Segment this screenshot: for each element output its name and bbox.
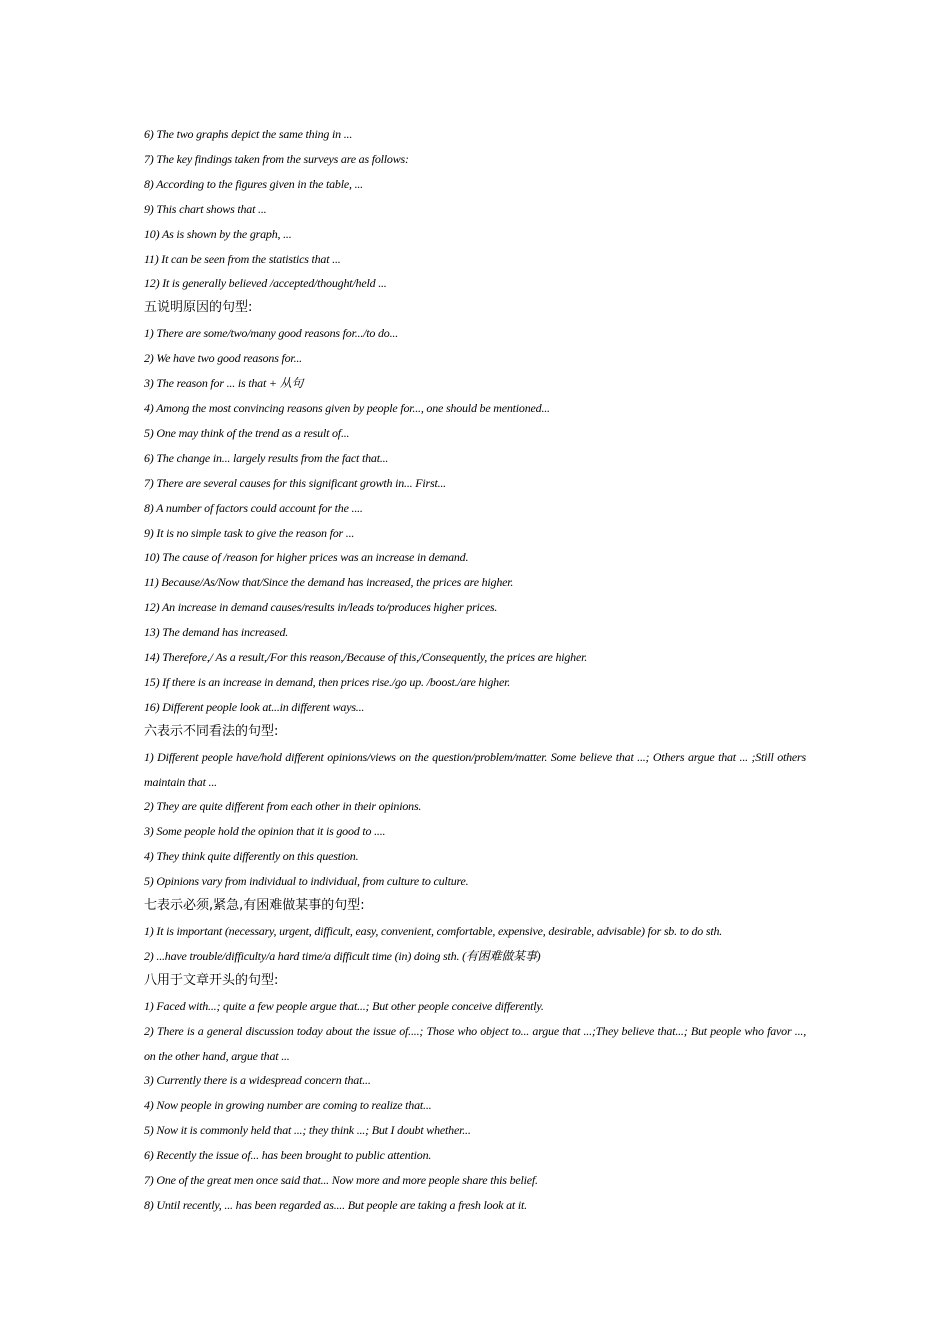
text-line: 4) Among the most convincing reasons given by people for..., one should be mentioned... — [144, 400, 550, 415]
text-line: 8) Until recently, ... has been regarded as.... But people are taking a fresh look at it. — [144, 1197, 527, 1212]
text-line: 7) There are several causes for this significant growth in... First... — [144, 475, 446, 490]
text-line: 3) Currently there is a widespread concern that... — [144, 1073, 371, 1088]
text-line: 9) This chart shows that ... — [144, 201, 267, 216]
text-line: 2) ...have trouble/difficulty/a hard time/a difficult time (in) doing sth. (有困难做某事) — [144, 948, 541, 963]
text-line: 12) It is generally believed /accepted/thought/held ... — [144, 276, 387, 291]
text-line: 2) We have two good reasons for... — [144, 351, 302, 366]
text-line: 8) A number of factors could account for the .... — [144, 500, 363, 515]
text-paragraph: 1) Different people have/hold different opinions/views on the question/problem/matter. Some believe that ...; Others argue that ... ;Still others maintain that ... — [144, 749, 806, 789]
text-line: 6) The change in... largely results from the fact that... — [144, 450, 389, 465]
text-line: 11) It can be seen from the statistics that ... — [144, 251, 341, 266]
text-line: 10) The cause of /reason for higher prices was an increase in demand. — [144, 550, 469, 565]
text-line: 4) They think quite differently on this question. — [144, 849, 359, 864]
text-line: 5) Now it is commonly held that ...; they think ...; But I doubt whether... — [144, 1123, 471, 1138]
text-line: 1) Faced with...; quite a few people argue that...; But other people conceive differently. — [144, 998, 544, 1013]
text-line: 6) The two graphs depict the same thing in ... — [144, 127, 353, 141]
text-line: 4) Now people in growing number are coming to realize that... — [144, 1098, 432, 1113]
text-line: 16) Different people look at...in different ways... — [144, 699, 365, 714]
text-line: 1) There are some/two/many good reasons for.../to do... — [144, 326, 398, 341]
text-line: 6) Recently the issue of... has been brought to public attention. — [144, 1148, 432, 1163]
text-line: 7) The key findings taken from the surveys are as follows: — [144, 151, 409, 166]
text-line: 10) As is shown by the graph, ... — [144, 226, 292, 241]
text-line: 3) Some people hold the opinion that it is good to .... — [144, 824, 386, 839]
text-line: 9) It is no simple task to give the reason for ... — [144, 525, 355, 540]
text-line: 11) Because/As/Now that/Since the demand has increased, the prices are higher. — [144, 575, 514, 590]
text-line: 5) Opinions vary from individual to individual, from culture to culture. — [144, 874, 469, 889]
text-line: 2) They are quite different from each other in their opinions. — [144, 799, 422, 814]
text-line: 12) An increase in demand causes/results in/leads to/produces higher prices. — [144, 600, 498, 615]
text-line: 3) The reason for ... is that + 从句 — [144, 376, 304, 391]
text-line: 5) One may think of the trend as a result of... — [144, 425, 350, 440]
document-page — [144, 122, 806, 1218]
text-line: 8) According to the figures given in the table, ... — [144, 176, 363, 191]
section-heading-reasons: 五说明原因的句型: — [144, 300, 253, 316]
section-heading-openings: 八用于文章开头的句型: — [144, 972, 279, 988]
text-line: 7) One of the great men once said that... Now more and more people share this belief. — [144, 1173, 538, 1188]
text-line: 1) It is important (necessary, urgent, difficult, easy, convenient, comfortable, expensive, desirable, advisable) for sb. to do sth. — [144, 924, 723, 938]
section-heading-necessity: 七表示必须,紧急,有困难做某事的句型: — [144, 898, 365, 914]
text-line: 14) Therefore,/ As a result,/For this reason,/Because of this,/Consequently, the prices are higher. — [144, 650, 588, 665]
section-heading-opinions: 六表示不同看法的句型: — [144, 723, 279, 739]
text-line: 15) If there is an increase in demand, then prices rise./go up. /boost./are higher. — [144, 674, 511, 689]
text-line: 13) The demand has increased. — [144, 625, 289, 640]
text-paragraph: 2) There is a general discussion today about the issue of....; Those who object to... argue that ...;They believe that...; But people who favor ..., on the other hand, argue that ... — [144, 1023, 806, 1063]
